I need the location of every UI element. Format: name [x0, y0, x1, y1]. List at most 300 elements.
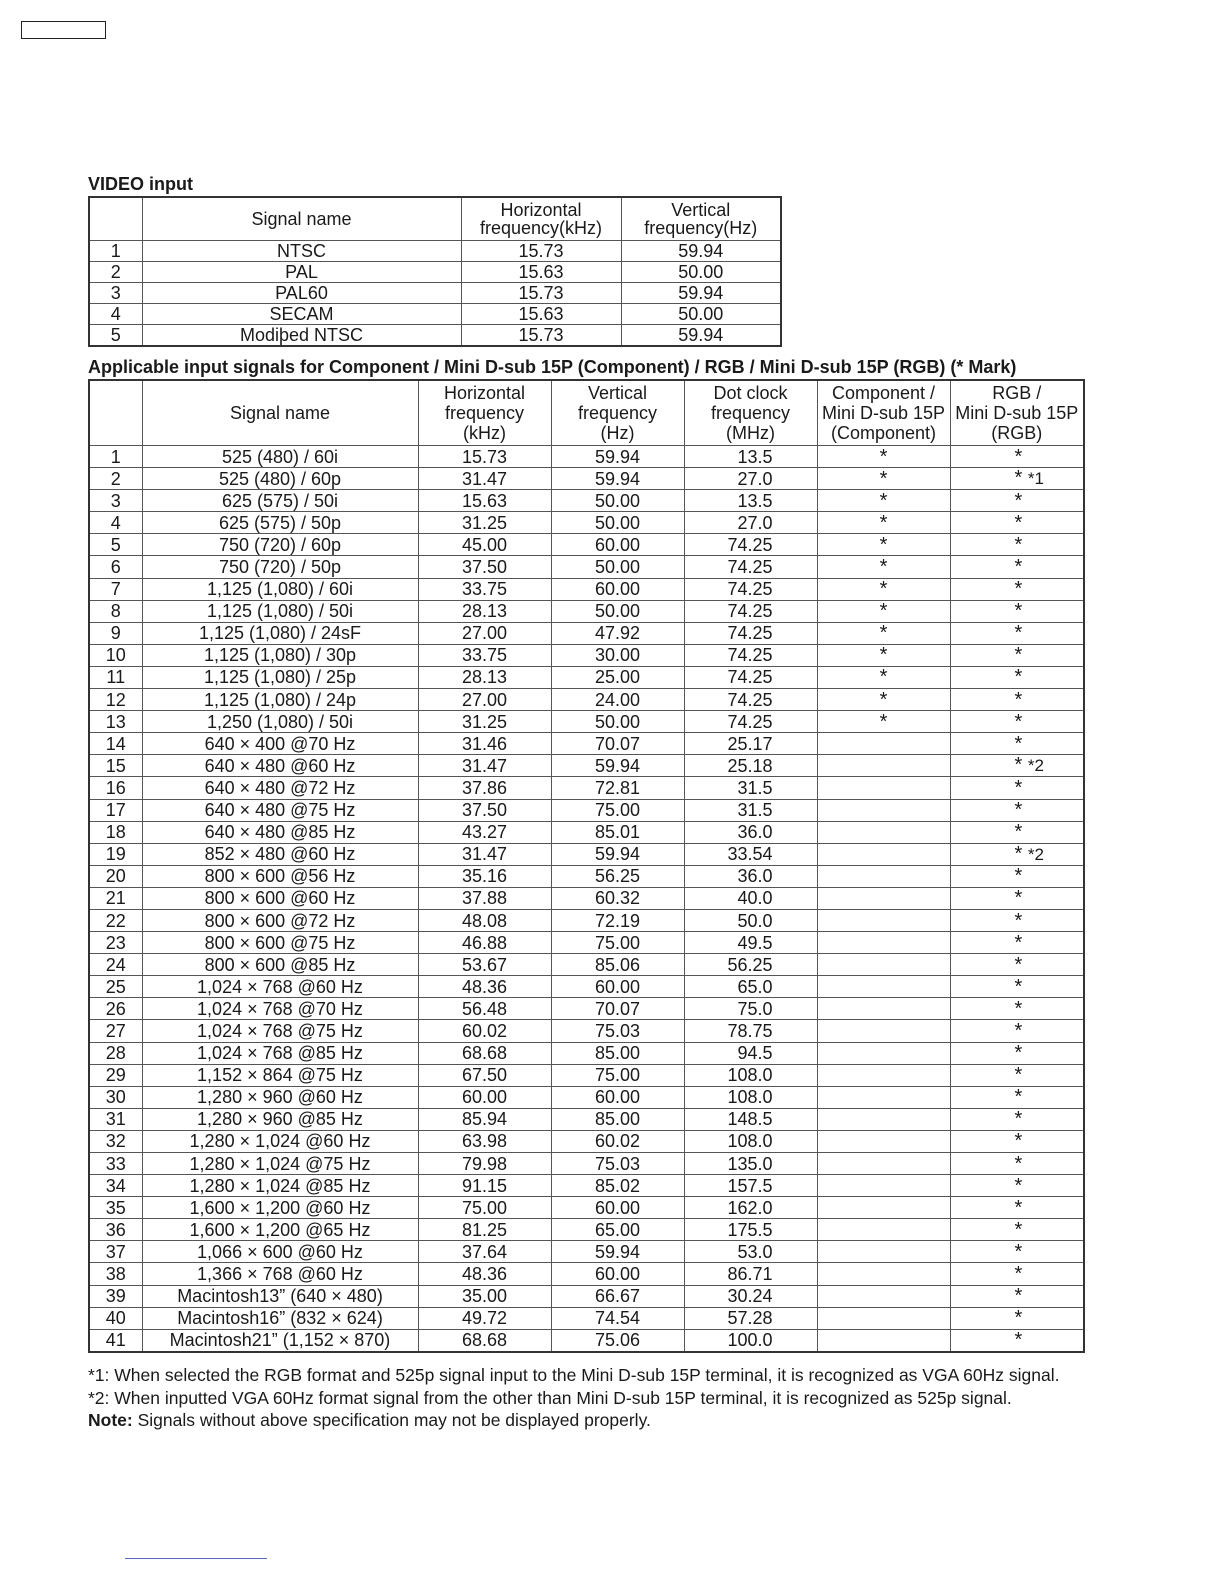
vertical-frequency-cell: 72.81 [551, 777, 684, 799]
horizontal-frequency-cell: 31.47 [418, 468, 551, 490]
dot-clock-cell: 74.25 [684, 600, 817, 622]
row-number: 14 [89, 733, 142, 755]
rgb-mark: * [1014, 556, 1023, 579]
horizontal-frequency-cell: 35.00 [418, 1285, 551, 1307]
rgb-mark: * [1014, 887, 1023, 910]
table-row [89, 976, 1084, 998]
rgb-mark-cell [950, 887, 1084, 909]
vertical-frequency-cell: 70.07 [551, 998, 684, 1020]
row-number: 9 [89, 622, 142, 644]
row-number: 2 [89, 468, 142, 490]
dot-clock-cell: 25.17 [684, 733, 817, 755]
rgb-mark: * [1014, 533, 1023, 556]
dot-clock-cell: 30.24 [684, 1285, 817, 1307]
component-mark-cell [817, 1285, 950, 1307]
component-mark-cell: * [817, 490, 950, 512]
component-mark-cell: * [817, 468, 950, 490]
component-mark-cell [817, 1020, 950, 1042]
dot-clock-cell: 49.5 [684, 932, 817, 954]
row-number: 26 [89, 998, 142, 1020]
header-line: frequency(Hz) [644, 218, 758, 238]
signal-name-cell: 640 × 480 @60 Hz [142, 755, 418, 777]
table-row [89, 689, 1084, 711]
horizontal-frequency-cell: 53.67 [418, 954, 551, 976]
rgb-mark-cell [950, 1329, 1084, 1352]
component-mark-cell [817, 777, 950, 799]
footnote-reference: *1 [1027, 469, 1044, 489]
table-row [89, 843, 1084, 865]
horizontal-frequency-cell: 31.47 [418, 843, 551, 865]
vertical-frequency-cell: 59.94 [551, 468, 684, 490]
row-number: 29 [89, 1064, 142, 1086]
footnote-2: *2: When inputted VGA 60Hz format signal from the other than Mini D-sub 15P terminal, it is recognized as 525p signal. [88, 1387, 1012, 1408]
rgb-mark-cell [950, 666, 1084, 688]
column-header-rgb [950, 380, 1084, 446]
vertical-frequency-cell: 75.00 [551, 799, 684, 821]
rgb-mark-cell [950, 578, 1084, 600]
row-number: 33 [89, 1153, 142, 1175]
rgb-mark: * [1014, 1108, 1023, 1131]
component-mark-cell: * [817, 534, 950, 556]
header-line: Horizontal [500, 200, 582, 220]
table-row [89, 1042, 1084, 1064]
table-row [89, 1197, 1084, 1219]
row-number: 4 [89, 512, 142, 534]
dot-clock-cell: 33.54 [684, 843, 817, 865]
rgb-mark-cell [950, 733, 1084, 755]
component-mark-cell [817, 1263, 950, 1285]
rgb-mark-cell [950, 1108, 1084, 1130]
signal-name-cell: 525 (480) / 60p [142, 468, 418, 490]
dot-clock-cell: 148.5 [684, 1108, 817, 1130]
vertical-frequency-cell: 74.54 [551, 1307, 684, 1329]
rgb-mark-cell [950, 1086, 1084, 1108]
component-mark-cell: * [817, 556, 950, 578]
row-number: 8 [89, 600, 142, 622]
rgb-mark-cell [950, 534, 1084, 556]
rgb-mark: * [1014, 953, 1023, 976]
rgb-mark-cell [950, 1241, 1084, 1263]
component-mark-cell [817, 909, 950, 931]
vertical-frequency-cell: 65.00 [551, 1219, 684, 1241]
note-line [88, 1409, 1098, 1432]
signal-name-cell: 1,066 × 600 @60 Hz [142, 1241, 418, 1263]
table-row [89, 909, 1084, 931]
horizontal-frequency-cell: 33.75 [418, 644, 551, 666]
component-mark-cell [817, 1241, 950, 1263]
row-number: 21 [89, 887, 142, 909]
dot-clock-cell: 27.0 [684, 512, 817, 534]
table-row [89, 1153, 1084, 1175]
table-row [89, 1285, 1084, 1307]
rgb-mark: * [1014, 1086, 1023, 1109]
column-header-horizontal-frequency [418, 380, 551, 446]
rgb-mark-cell [950, 821, 1084, 843]
table-row [89, 954, 1084, 976]
component-mark-cell [817, 887, 950, 909]
rgb-mark-cell [950, 1042, 1084, 1064]
dot-clock-cell: 157.5 [684, 1175, 817, 1197]
table-row [89, 556, 1084, 578]
component-mark-cell: * [817, 512, 950, 534]
header-line: Component / [831, 383, 936, 403]
horizontal-frequency-cell: 31.46 [418, 733, 551, 755]
dot-clock-cell: 135.0 [684, 1153, 817, 1175]
rgb-mark: * [1014, 1240, 1023, 1263]
table-row [89, 534, 1084, 556]
horizontal-frequency-cell: 63.98 [418, 1130, 551, 1152]
horizontal-frequency-cell: 91.15 [418, 1175, 551, 1197]
column-header-no [89, 380, 142, 446]
horizontal-frequency-cell: 28.13 [418, 666, 551, 688]
rgb-mark: * [1014, 578, 1023, 601]
rgb-mark: * [1014, 1042, 1023, 1065]
dot-clock-cell: 57.28 [684, 1307, 817, 1329]
row-number: 3 [89, 283, 142, 304]
signal-name-cell: 625 (575) / 50p [142, 512, 418, 534]
signal-name-cell: Modiþed NTSC [142, 325, 461, 347]
row-number: 6 [89, 556, 142, 578]
vertical-frequency-cell: 50.00 [621, 304, 781, 325]
component-mark-cell: * [817, 644, 950, 666]
horizontal-frequency-cell: 33.75 [418, 578, 551, 600]
rgb-mark-cell [950, 865, 1084, 887]
rgb-mark: * [1014, 754, 1023, 777]
component-mark-cell [817, 998, 950, 1020]
rgb-mark: * [1014, 799, 1023, 822]
row-number: 35 [89, 1197, 142, 1219]
signal-name-cell: 1,600 × 1,200 @60 Hz [142, 1197, 418, 1219]
horizontal-frequency-cell: 37.64 [418, 1241, 551, 1263]
dot-clock-cell: 13.5 [684, 490, 817, 512]
table-row [89, 283, 781, 304]
vertical-frequency-cell: 60.02 [551, 1130, 684, 1152]
dot-clock-cell: 40.0 [684, 887, 817, 909]
rgb-mark-cell [950, 711, 1084, 733]
vertical-frequency-cell: 60.00 [551, 1197, 684, 1219]
row-number: 11 [89, 666, 142, 688]
row-number: 25 [89, 976, 142, 998]
rgb-mark-cell [950, 799, 1084, 821]
row-number: 30 [89, 1086, 142, 1108]
horizontal-frequency-cell: 27.00 [418, 622, 551, 644]
signal-name-cell: 852 × 480 @60 Hz [142, 843, 418, 865]
dot-clock-cell: 36.0 [684, 865, 817, 887]
vertical-frequency-cell: 50.00 [551, 490, 684, 512]
table-row [89, 711, 1084, 733]
signal-name-cell: 525 (480) / 60i [142, 446, 418, 468]
vertical-frequency-cell: 70.07 [551, 733, 684, 755]
horizontal-frequency-cell: 49.72 [418, 1307, 551, 1329]
row-number: 24 [89, 954, 142, 976]
header-line: Horizontal [443, 383, 526, 403]
table-row [89, 932, 1084, 954]
dot-clock-cell: 78.75 [684, 1020, 817, 1042]
component-mark-cell: * [817, 446, 950, 468]
horizontal-frequency-cell: 68.68 [418, 1042, 551, 1064]
row-number: 10 [89, 644, 142, 666]
row-number: 34 [89, 1175, 142, 1197]
dot-clock-cell: 74.25 [684, 689, 817, 711]
horizontal-frequency-cell: 37.50 [418, 799, 551, 821]
header-line: (Component) [830, 423, 937, 443]
component-mark-cell [817, 733, 950, 755]
vertical-frequency-cell: 75.00 [551, 1064, 684, 1086]
signal-name-cell: 1,280 × 960 @85 Hz [142, 1108, 418, 1130]
dot-clock-cell: 27.0 [684, 468, 817, 490]
dot-clock-cell: 31.5 [684, 799, 817, 821]
table-row [89, 666, 1084, 688]
signal-name-cell: 800 × 600 @85 Hz [142, 954, 418, 976]
rgb-mark-cell [950, 1130, 1084, 1152]
column-header-vertical-frequency [621, 197, 781, 241]
horizontal-frequency-cell: 31.47 [418, 755, 551, 777]
dot-clock-cell: 31.5 [684, 777, 817, 799]
horizontal-frequency-cell: 15.73 [461, 325, 621, 347]
rgb-mark-cell [950, 755, 1084, 777]
dot-clock-cell: 108.0 [684, 1064, 817, 1086]
component-mark-cell: * [817, 600, 950, 622]
dot-clock-cell: 36.0 [684, 821, 817, 843]
rgb-mark: * [1014, 467, 1023, 490]
table-row [89, 262, 781, 283]
table-header-row [89, 380, 1084, 446]
signal-name-cell: 1,366 × 768 @60 Hz [142, 1263, 418, 1285]
rgb-mark: * [1014, 622, 1023, 645]
row-number: 41 [89, 1329, 142, 1352]
row-number: 5 [89, 325, 142, 347]
header-line: frequency [444, 403, 525, 423]
vertical-frequency-cell: 59.94 [551, 755, 684, 777]
rgb-mark-cell [950, 954, 1084, 976]
header-line: Mini D-sub 15P [955, 403, 1079, 423]
signal-name-cell: 1,024 × 768 @75 Hz [142, 1020, 418, 1042]
table-row [89, 578, 1084, 600]
horizontal-frequency-cell: 81.25 [418, 1219, 551, 1241]
component-mark-cell [817, 1329, 950, 1352]
vertical-frequency-cell: 50.00 [551, 512, 684, 534]
signal-name-cell: 800 × 600 @75 Hz [142, 932, 418, 954]
rgb-mark-cell [950, 1307, 1084, 1329]
signal-name-cell: Macintosh16” (832 × 624) [142, 1307, 418, 1329]
horizontal-frequency-cell: 85.94 [418, 1108, 551, 1130]
component-mark-cell [817, 843, 950, 865]
rgb-mark: * [1014, 600, 1023, 623]
vertical-frequency-cell: 60.00 [551, 534, 684, 556]
vertical-frequency-cell: 75.00 [551, 932, 684, 954]
component-mark-cell [817, 1042, 950, 1064]
rgb-mark: * [1014, 710, 1023, 733]
row-number: 23 [89, 932, 142, 954]
rgb-mark: * [1014, 843, 1023, 865]
component-mark-cell [817, 1130, 950, 1152]
rgb-mark: * [1014, 1263, 1023, 1286]
signal-name-cell: 1,024 × 768 @85 Hz [142, 1042, 418, 1064]
vertical-frequency-cell: 59.94 [551, 446, 684, 468]
footnote-1: *1: When selected the RGB format and 525p signal input to the Mini D-sub 15P terminal, it is recognized as VGA 60Hz signal. [88, 1365, 1060, 1385]
table-row [89, 1241, 1084, 1263]
row-number: 32 [89, 1130, 142, 1152]
vertical-frequency-cell: 59.94 [551, 843, 684, 865]
note-text: Signals without above specification may not be displayed properly. [132, 1410, 651, 1430]
signal-name-cell: 800 × 600 @72 Hz [142, 909, 418, 931]
rgb-mark: * [1014, 1307, 1023, 1330]
header-line: RGB / [992, 383, 1042, 403]
footer-rule [125, 1558, 267, 1559]
row-number: 22 [89, 909, 142, 931]
horizontal-frequency-cell: 67.50 [418, 1064, 551, 1086]
rgb-mark: * [1014, 1152, 1023, 1175]
row-number: 12 [89, 689, 142, 711]
table-row [89, 468, 1084, 490]
dot-clock-cell: 162.0 [684, 1197, 817, 1219]
dot-clock-cell: 74.25 [684, 711, 817, 733]
signal-name-cell: 750 (720) / 60p [142, 534, 418, 556]
rgb-mark-cell [950, 843, 1084, 865]
rgb-mark: * [1014, 644, 1023, 667]
dot-clock-cell: 175.5 [684, 1219, 817, 1241]
row-number: 1 [89, 446, 142, 468]
video-input-table [88, 196, 782, 347]
column-header-dot-clock [684, 380, 817, 446]
row-number: 36 [89, 1219, 142, 1241]
vertical-frequency-cell: 75.03 [551, 1020, 684, 1042]
vertical-frequency-cell: 60.32 [551, 887, 684, 909]
horizontal-frequency-cell: 60.02 [418, 1020, 551, 1042]
dot-clock-cell: 74.25 [684, 556, 817, 578]
note-label: Note: [88, 1410, 133, 1430]
vertical-frequency-cell: 50.00 [551, 600, 684, 622]
component-mark-cell [817, 1153, 950, 1175]
vertical-frequency-cell: 59.94 [621, 325, 781, 347]
vertical-frequency-cell: 66.67 [551, 1285, 684, 1307]
horizontal-frequency-cell: 15.73 [461, 241, 621, 262]
rgb-mark: * [1014, 732, 1023, 755]
component-mark-cell [817, 799, 950, 821]
dot-clock-cell: 94.5 [684, 1042, 817, 1064]
rgb-mark-cell [950, 468, 1084, 490]
component-mark-cell [817, 954, 950, 976]
horizontal-frequency-cell: 15.63 [461, 262, 621, 283]
rgb-mark-cell [950, 976, 1084, 998]
dot-clock-cell: 65.0 [684, 976, 817, 998]
component-mark-cell [817, 1197, 950, 1219]
component-mark-cell [817, 821, 950, 843]
signal-name-cell: 640 × 480 @85 Hz [142, 821, 418, 843]
rgb-mark-cell [950, 998, 1084, 1020]
table-row [89, 998, 1084, 1020]
dot-clock-cell: 74.25 [684, 578, 817, 600]
row-number: 13 [89, 711, 142, 733]
column-header-signal-name: Signal name [142, 380, 418, 446]
horizontal-frequency-cell: 37.88 [418, 887, 551, 909]
rgb-mark-cell [950, 1153, 1084, 1175]
table-row [89, 1329, 1084, 1352]
row-number: 18 [89, 821, 142, 843]
horizontal-frequency-cell: 75.00 [418, 1197, 551, 1219]
rgb-mark-cell [950, 1197, 1084, 1219]
component-mark-cell: * [817, 711, 950, 733]
signal-name-cell: PAL [142, 262, 461, 283]
row-number: 16 [89, 777, 142, 799]
dot-clock-cell: 53.0 [684, 1241, 817, 1263]
dot-clock-cell: 75.0 [684, 998, 817, 1020]
rgb-mark: * [1014, 1329, 1023, 1352]
rgb-mark: * [1014, 445, 1023, 468]
header-line: frequency [710, 403, 791, 423]
table-header-row [89, 197, 781, 241]
table-row [89, 799, 1084, 821]
table-row [89, 1130, 1084, 1152]
horizontal-frequency-cell: 56.48 [418, 998, 551, 1020]
rgb-mark-cell [950, 1263, 1084, 1285]
rgb-mark-cell [950, 512, 1084, 534]
row-number: 38 [89, 1263, 142, 1285]
vertical-frequency-cell: 60.00 [551, 1086, 684, 1108]
horizontal-frequency-cell: 15.73 [461, 283, 621, 304]
table-row [89, 1064, 1084, 1086]
table-row [89, 1307, 1084, 1329]
row-number: 4 [89, 304, 142, 325]
component-mark-cell [817, 1307, 950, 1329]
row-number: 19 [89, 843, 142, 865]
rgb-mark: * [1014, 688, 1023, 711]
dot-clock-cell: 13.5 [684, 446, 817, 468]
component-mark-cell [817, 1086, 950, 1108]
table-row [89, 490, 1084, 512]
signal-name-cell: 1,125 (1,080) / 24sF [142, 622, 418, 644]
header-line: (MHz) [726, 423, 775, 443]
horizontal-frequency-cell: 37.86 [418, 777, 551, 799]
signal-name-cell: 1,024 × 768 @70 Hz [142, 998, 418, 1020]
dot-clock-cell: 108.0 [684, 1086, 817, 1108]
table-row [89, 600, 1084, 622]
signal-name-cell: 1,280 × 1,024 @75 Hz [142, 1153, 418, 1175]
vertical-frequency-cell: 59.94 [621, 241, 781, 262]
rgb-mark-cell [950, 622, 1084, 644]
row-number: 20 [89, 865, 142, 887]
table-row [89, 777, 1084, 799]
dot-clock-cell: 74.25 [684, 644, 817, 666]
table-row [89, 512, 1084, 534]
footnote-reference: *2 [1027, 756, 1044, 776]
row-number: 31 [89, 1108, 142, 1130]
signal-name-cell: 625 (575) / 50i [142, 490, 418, 512]
component-mark-cell [817, 976, 950, 998]
vertical-frequency-cell: 85.06 [551, 954, 684, 976]
horizontal-frequency-cell: 46.88 [418, 932, 551, 954]
component-mark-cell: * [817, 666, 950, 688]
vertical-frequency-cell: 75.03 [551, 1153, 684, 1175]
horizontal-frequency-cell: 15.63 [461, 304, 621, 325]
video-input-title: VIDEO input [88, 174, 193, 194]
header-line: Dot clock [713, 383, 788, 403]
rgb-mark-cell [950, 1064, 1084, 1086]
column-header-component [817, 380, 950, 446]
row-number: 27 [89, 1020, 142, 1042]
rgb-mark: * [1014, 1064, 1023, 1087]
signal-name-cell: 1,024 × 768 @60 Hz [142, 976, 418, 998]
horizontal-frequency-cell: 27.00 [418, 689, 551, 711]
row-number: 5 [89, 534, 142, 556]
horizontal-frequency-cell: 15.73 [418, 446, 551, 468]
horizontal-frequency-cell: 15.63 [418, 490, 551, 512]
rgb-mark-cell [950, 909, 1084, 931]
signal-name-cell: NTSC [142, 241, 461, 262]
signal-name-cell: 800 × 600 @56 Hz [142, 865, 418, 887]
rgb-mark-cell [950, 446, 1084, 468]
vertical-frequency-cell: 85.00 [551, 1108, 684, 1130]
